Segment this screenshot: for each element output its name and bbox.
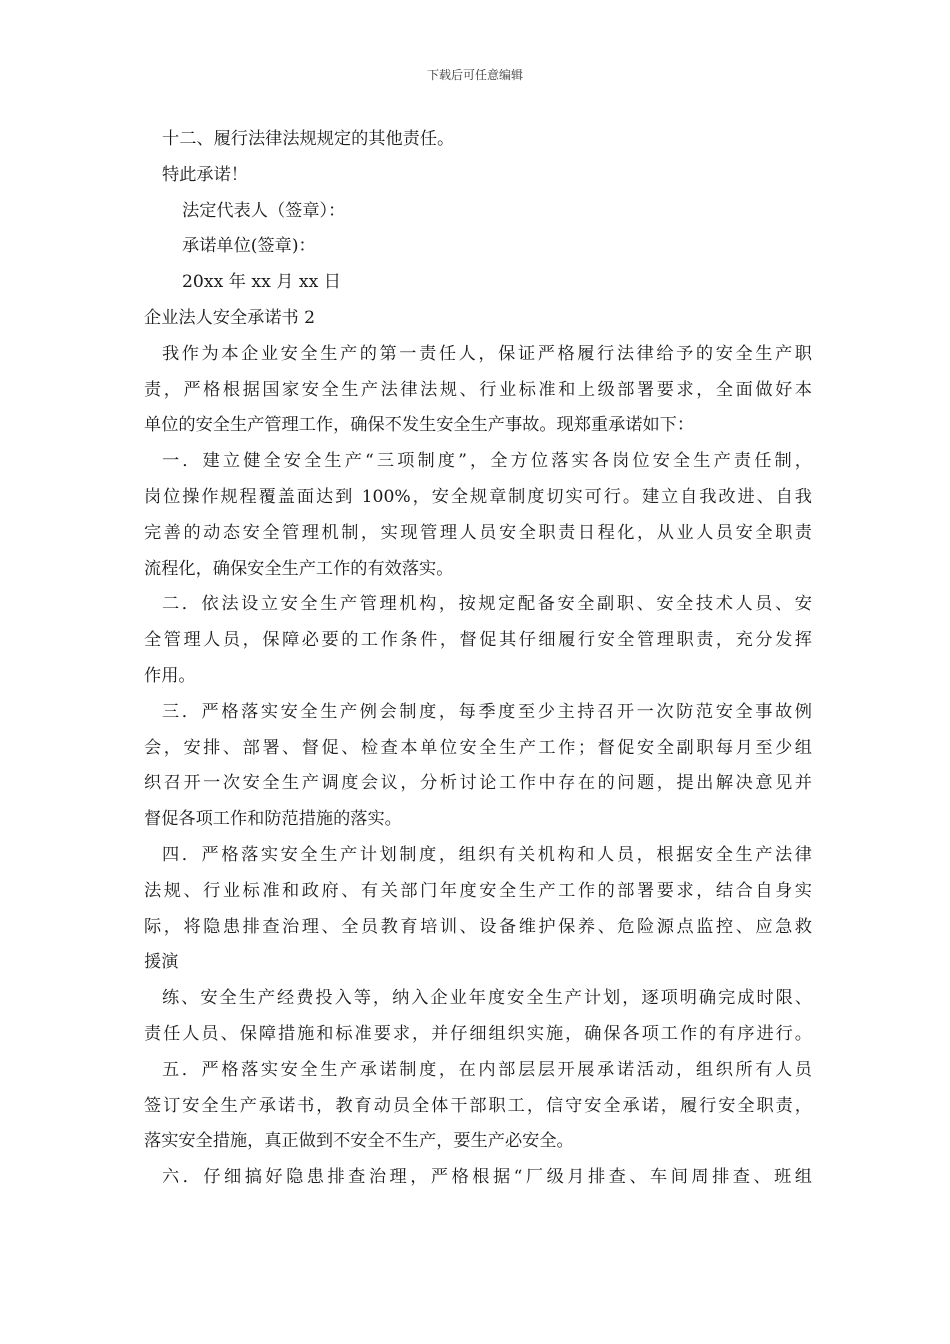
signature-line: 承诺单位(签章)： — [182, 236, 316, 257]
text-line: 单位的安全生产管理工作，确保不发生安全生产事故。现郑重承诺如下： — [144, 415, 695, 436]
text-line: 特此承诺！ — [162, 164, 248, 185]
text-line: 完善的动态安全管理机制，实现管理人员安全职责日程化，从业人员安全职责 — [144, 522, 812, 543]
text-line: 织召开一次安全生产调度会议，分析讨论工作中存在的问题，提出解决意见并 — [144, 773, 812, 794]
text-line: 我作为本企业安全生产的第一责任人，保证严格履行法律给予的安全生产职 — [162, 343, 812, 364]
text-line: 四．严格落实安全生产计划制度，组织有关机构和人员，根据安全生产法律 — [162, 844, 812, 865]
text-line: 全管理人员，保障必要的工作条件，督促其仔细履行安全管理职责，充分发挥 — [144, 630, 812, 651]
text-line: 责任人员、保障措施和标准要求，并仔细组织实施，确保各项工作的有序进行。 — [144, 1023, 812, 1044]
section-title: 企业法人安全承诺书 2 — [144, 307, 316, 328]
text-line: 作用。 — [144, 665, 196, 686]
text-line: 一．建立健全安全生产“三项制度”，全方位落实各岗位安全生产责任制， — [162, 451, 812, 472]
text-line: 三．严格落实安全生产例会制度，每季度至少主持召开一次防范安全事故例 — [162, 701, 812, 722]
text-line: 督促各项工作和防范措施的落实。 — [144, 809, 402, 830]
signature-line: 法定代表人（签章）： — [182, 200, 346, 221]
text-line: 落实安全措施，真正做到不安全不生产，要生产必安全。 — [144, 1131, 574, 1152]
text-line: 会，安排、部署、督促、检查本单位安全生产工作；督促安全副职每月至少组 — [144, 737, 812, 758]
text-line: 签订安全生产承诺书，教育动员全体干部职工，信守安全承诺，履行安全职责， — [144, 1095, 812, 1116]
text-line: 二．依法设立安全生产管理机构，按规定配备安全副职、安全技术人员、安 — [162, 594, 812, 615]
text-line: 六．仔细搞好隐患排查治理，严格根据“厂级月排查、车间周排查、班组 — [162, 1167, 812, 1188]
text-line: 练、安全生产经费投入等，纳入企业年度安全生产计划，逐项明确完成时限、 — [162, 988, 812, 1009]
text-line: 法规、行业标准和政府、有关部门年度安全生产工作的部署要求，结合自身实 — [144, 880, 812, 901]
text-line: 岗位操作规程覆盖面达到 100%，安全规章制度切实可行。建立自我改进、自我 — [144, 486, 812, 507]
text-line: 援演 — [144, 952, 179, 973]
page-header: 下载后可任意编辑 — [426, 68, 523, 82]
date-line: 20xx 年 xx 月 xx 日 — [182, 272, 341, 293]
text-line: 五．严格落实安全生产承诺制度，在内部层层开展承诺活动，组织所有人员 — [162, 1059, 812, 1080]
text-line: 十二、履行法律法规规定的其他责任。 — [162, 129, 455, 149]
text-line: 流程化，确保安全生产工作的有效落实。 — [144, 558, 454, 579]
text-line: 际，将隐患排查治理、全员教育培训、设备维护保养、危险源点监控、应急救 — [144, 916, 812, 937]
document-body — [144, 122, 812, 1196]
text-line: 责，严格根据国家安全生产法律法规、行业标准和上级部署要求，全面做好本 — [144, 379, 812, 400]
